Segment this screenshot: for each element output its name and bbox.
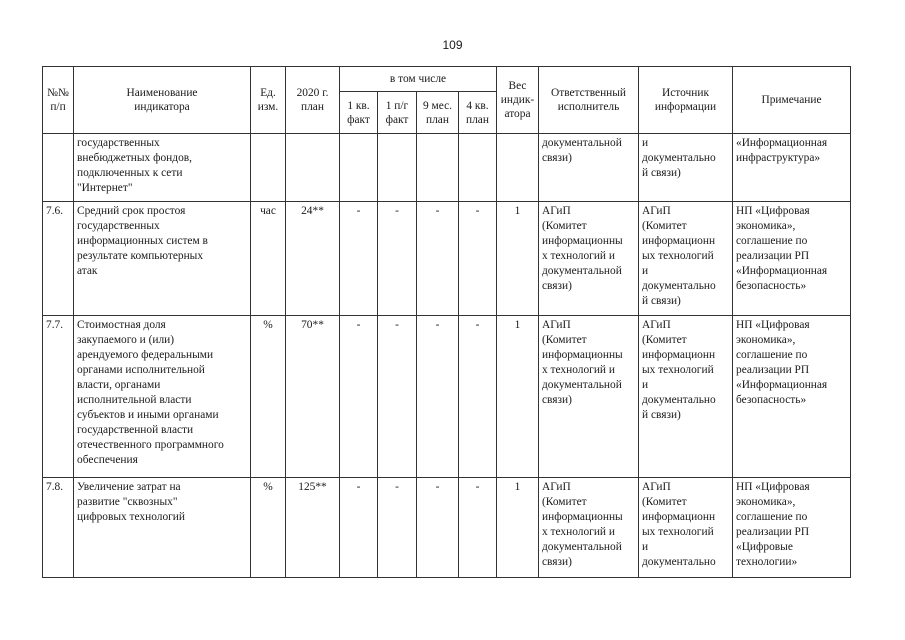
row-number <box>43 134 73 136</box>
table-row <box>43 202 851 316</box>
row-indicator-name: Средний срок простоя государственных информационных систем в результате компьютерных атак <box>77 205 208 277</box>
row-q1-fact: - <box>356 319 361 331</box>
row-indicator-name: Увеличение затрат на развитие "сквозных" цифровых технологий <box>77 481 185 523</box>
header-q4-plan: 4 кв. план <box>459 92 497 134</box>
header-weight: Вес индик- атора <box>497 67 539 134</box>
row-source: АГиП (Комитет информационн ых технологий и документально й связи) <box>642 319 716 421</box>
row-source: АГиП (Комитет информационн ых технологий и документально й связи) <box>642 205 716 307</box>
row-unit: % <box>263 319 273 331</box>
header-unit: Ед. изм. <box>251 67 286 134</box>
header-responsible: Ответственный исполнитель <box>539 67 639 134</box>
row-h1-fact: - <box>395 319 399 331</box>
row-weight: 1 <box>514 205 521 217</box>
row-note: «Информационная инфраструктура» <box>736 137 828 164</box>
row-q4-plan: - <box>475 205 480 217</box>
row-indicator-name: государственных внебюджетных фондов, подключенных к сети "Интернет" <box>77 137 192 194</box>
row-unit: % <box>263 481 273 493</box>
row-responsible: АГиП (Комитет информационны х технологий и документальной связи) <box>542 205 623 292</box>
row-indicator-name: Стоимостная доля закупаемого и (или) арендуемого федеральными органами исполнительной власти, органами исполнительной власти субъектов и иными органами государственной власти отечественного программного обеспечения <box>77 319 224 466</box>
row-note: НП «Цифровая экономика», соглашение по реализации РП «Информационная безопасность» <box>736 205 828 292</box>
row-responsible: документальной связи) <box>542 137 622 164</box>
row-weight: 1 <box>514 481 521 493</box>
row-q1-fact: - <box>356 205 361 217</box>
row-q4-plan: - <box>475 481 480 493</box>
table-row <box>43 316 851 478</box>
header-9m-plan: 9 мес. план <box>417 92 459 134</box>
header-note: Примечание <box>733 67 851 134</box>
row-plan: 24** <box>301 205 324 217</box>
row-number: 7.8. <box>46 481 64 493</box>
row-h1-fact: - <box>395 205 399 217</box>
table-row <box>43 478 851 578</box>
row-responsible: АГиП (Комитет информационны х технологий и документальной связи) <box>542 481 623 568</box>
row-plan: 70** <box>301 319 324 331</box>
header-h1-fact: 1 п/г факт <box>378 92 417 134</box>
row-9m-plan: - <box>435 205 440 217</box>
row-plan <box>286 134 339 136</box>
row-q4-plan <box>459 134 496 136</box>
row-unit: час <box>260 205 276 217</box>
row-q1-fact <box>340 134 377 136</box>
row-q1-fact: - <box>356 481 361 493</box>
row-h1-fact: - <box>395 481 399 493</box>
header-indicator-name: Наименование индикатора <box>74 67 251 134</box>
row-weight <box>497 134 538 136</box>
header-including: в том числе <box>340 67 497 92</box>
row-weight: 1 <box>514 319 521 331</box>
row-9m-plan <box>417 134 458 136</box>
row-h1-fact <box>378 134 416 136</box>
header-plan-2020: 2020 г. план <box>286 67 340 134</box>
row-responsible: АГиП (Комитет информационны х технологий и документальной связи) <box>542 319 623 406</box>
row-number: 7.7. <box>46 319 64 331</box>
row-source: и документально й связи) <box>642 137 716 179</box>
row-9m-plan: - <box>435 481 440 493</box>
header-source: Источник информации <box>639 67 733 134</box>
header-number: №№ п/п <box>43 67 74 134</box>
row-number: 7.6. <box>46 205 64 217</box>
row-source: АГиП (Комитет информационн ых технологий и документально <box>642 481 716 568</box>
row-note: НП «Цифровая экономика», соглашение по реализации РП «Информационная безопасность» <box>736 319 828 406</box>
header-q1-fact: 1 кв. факт <box>340 92 378 134</box>
row-plan: 125** <box>298 481 327 493</box>
row-note: НП «Цифровая экономика», соглашение по реализации РП «Цифровые технологии» <box>736 481 810 568</box>
page-number: 109 <box>442 38 463 52</box>
indicator-table <box>42 66 851 578</box>
table-row <box>43 134 851 202</box>
row-q4-plan: - <box>475 319 480 331</box>
row-unit <box>251 134 285 136</box>
row-9m-plan: - <box>435 319 440 331</box>
